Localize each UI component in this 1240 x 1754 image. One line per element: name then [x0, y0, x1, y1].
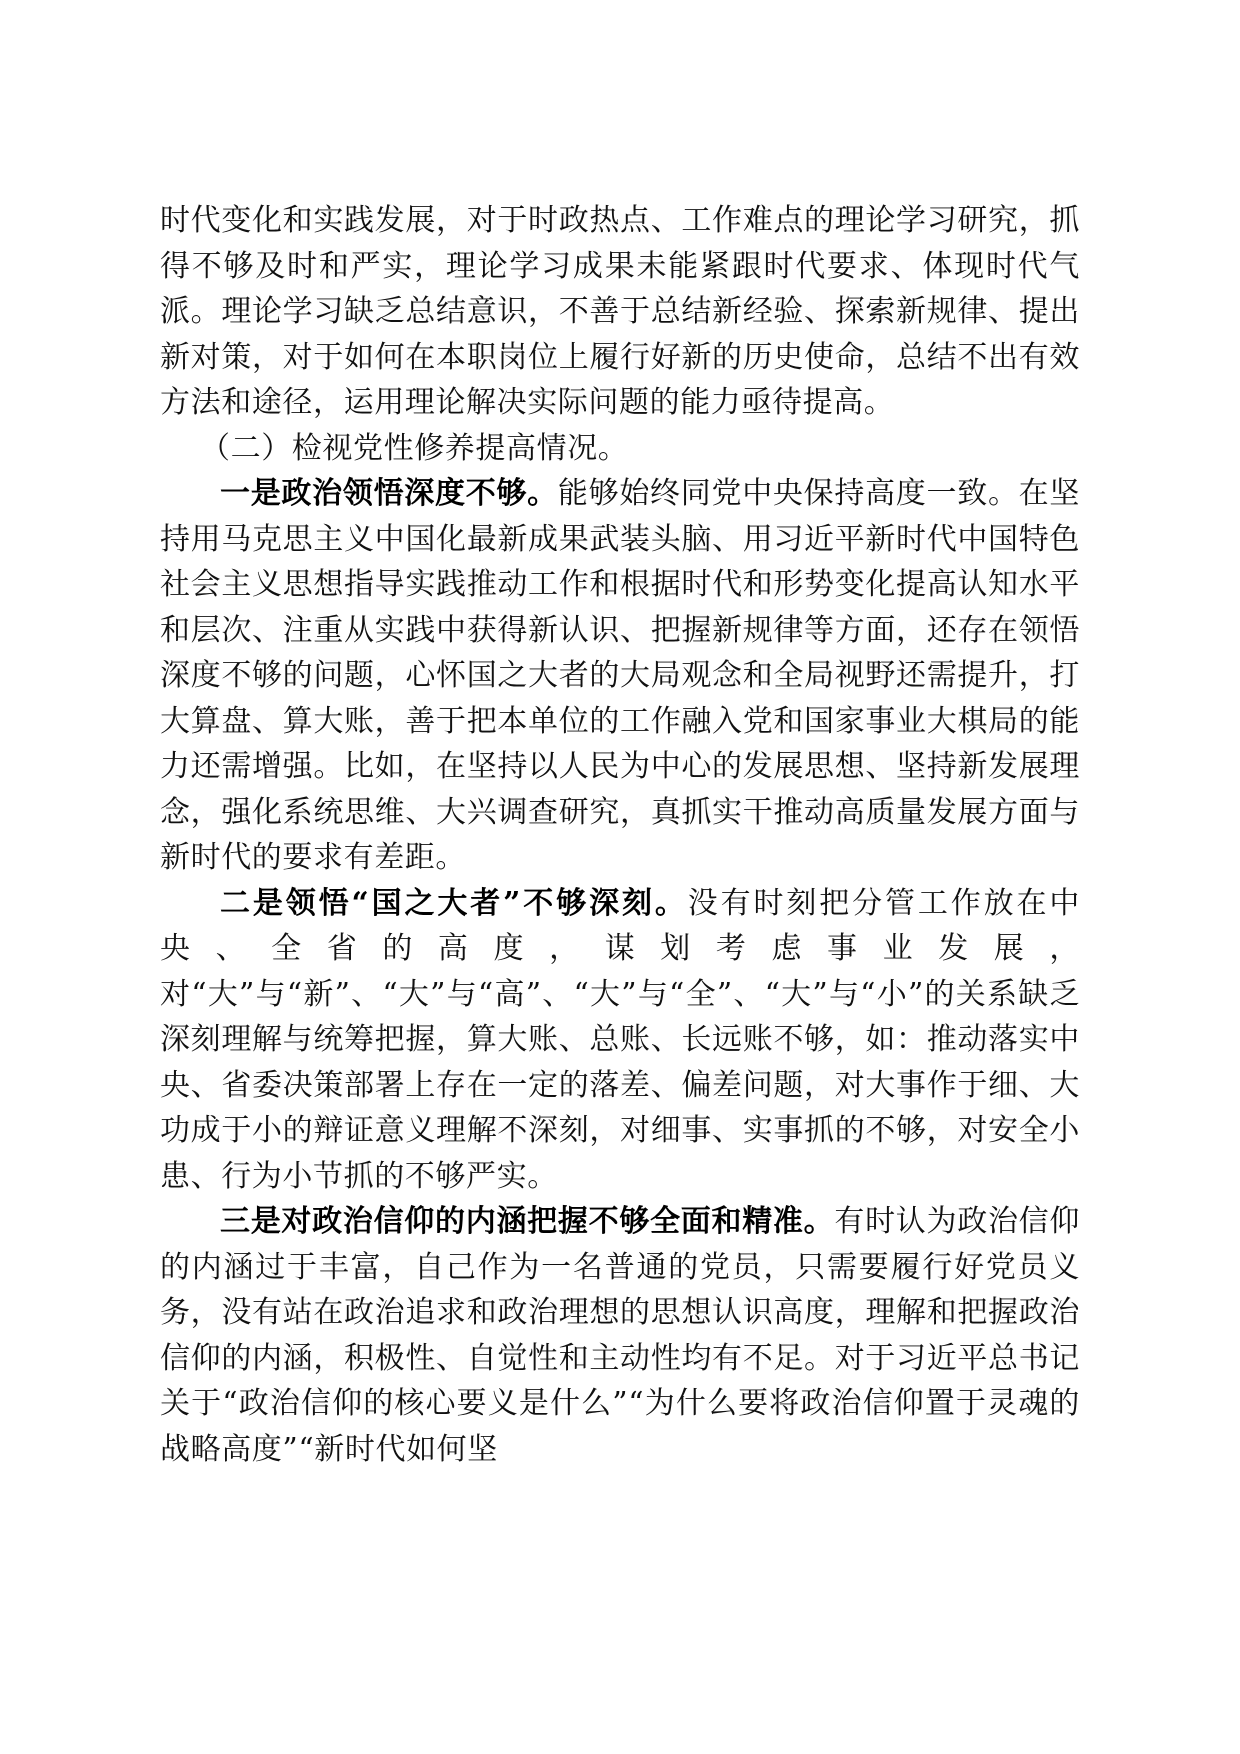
paragraph-text: 有时认为政治信仰的内涵过于丰富，自己作为一名普通的党员，只需要履行好党员义务，没有站在政治追求和政治理想的思想认识高度，理解和把握政治信仰的内涵，积极性、自觉性和主动性均有不足。对于习近平总书记关于“政治信仰的核心要义是什么”“为什么要将政治信仰置于灵魂的战略高度”“新时代如何坚: [160, 1204, 1081, 1467]
paragraph-lead: 三是对政治信仰的内涵把握不够全面和精准。: [220, 1204, 835, 1239]
paragraph-point-two: [160, 881, 1080, 1200]
paragraph-lead: 一是政治领悟深度不够。: [220, 476, 558, 511]
section-heading-text: （二）检视党性修养提高情况。: [200, 430, 629, 466]
paragraph-point-three: [160, 1199, 1080, 1472]
section-heading: [160, 426, 1080, 472]
paragraph-text: 时代变化和实践发展，对于时政热点、工作难点的理论学习研究，抓得不够及时和严实，理论学习成果未能紧跟时代要求、体现时代气派。理论学习缺乏总结意识，不善于总结新经验、探索新规律、提出新对策，对于如何在本职岗位上履行好新的历史使命，总结不出有效方法和途径，运用理论解决实际问题的能力亟待提高。: [160, 203, 1080, 420]
paragraph-text: 没有时刻把分管工作放在中央、全省的高度，谋划考虑事业发展，对“大”与“新”、“大”与“高”、“大”与“全”、“大”与“小”的关系缺乏深刻理解与统筹把握，算大账、总账、长远账不够，如：推动落实中央、省委决策部署上存在一定的落差、偏差问题，对大事作于细、大功成于小的辩证意义理解不深刻，对细事、实事抓的不够，对安全小患、行为小节抓的不够严实。: [160, 885, 1080, 1194]
paragraph-text: 能够始终同党中央保持高度一致。在坚持用马克思主义中国化最新成果武装头脑、用习近平新时代中国特色社会主义思想指导实践推动工作和根据时代和形势变化提高认知水平和层次、注重从实践中获得新认识、把握新规律等方面，还存在领悟深度不够的问题，心怀国之大者的大局观念和全局视野还需提升，打大算盘、算大账，善于把本单位的工作融入党和国家事业大棋局的能力还需增强。比如，在坚持以人民为中心的发展思想、坚持新发展理念，强化系统思维、大兴调查研究，真抓实干推动高质量发展方面与新时代的要求有差距。: [160, 476, 1080, 875]
document-body: [160, 198, 1080, 1472]
paragraph-point-one: [160, 471, 1080, 881]
paragraph-continuation: [160, 198, 1080, 426]
paragraph-lead: 二是领悟“国之大者”不够深刻。: [220, 885, 688, 921]
